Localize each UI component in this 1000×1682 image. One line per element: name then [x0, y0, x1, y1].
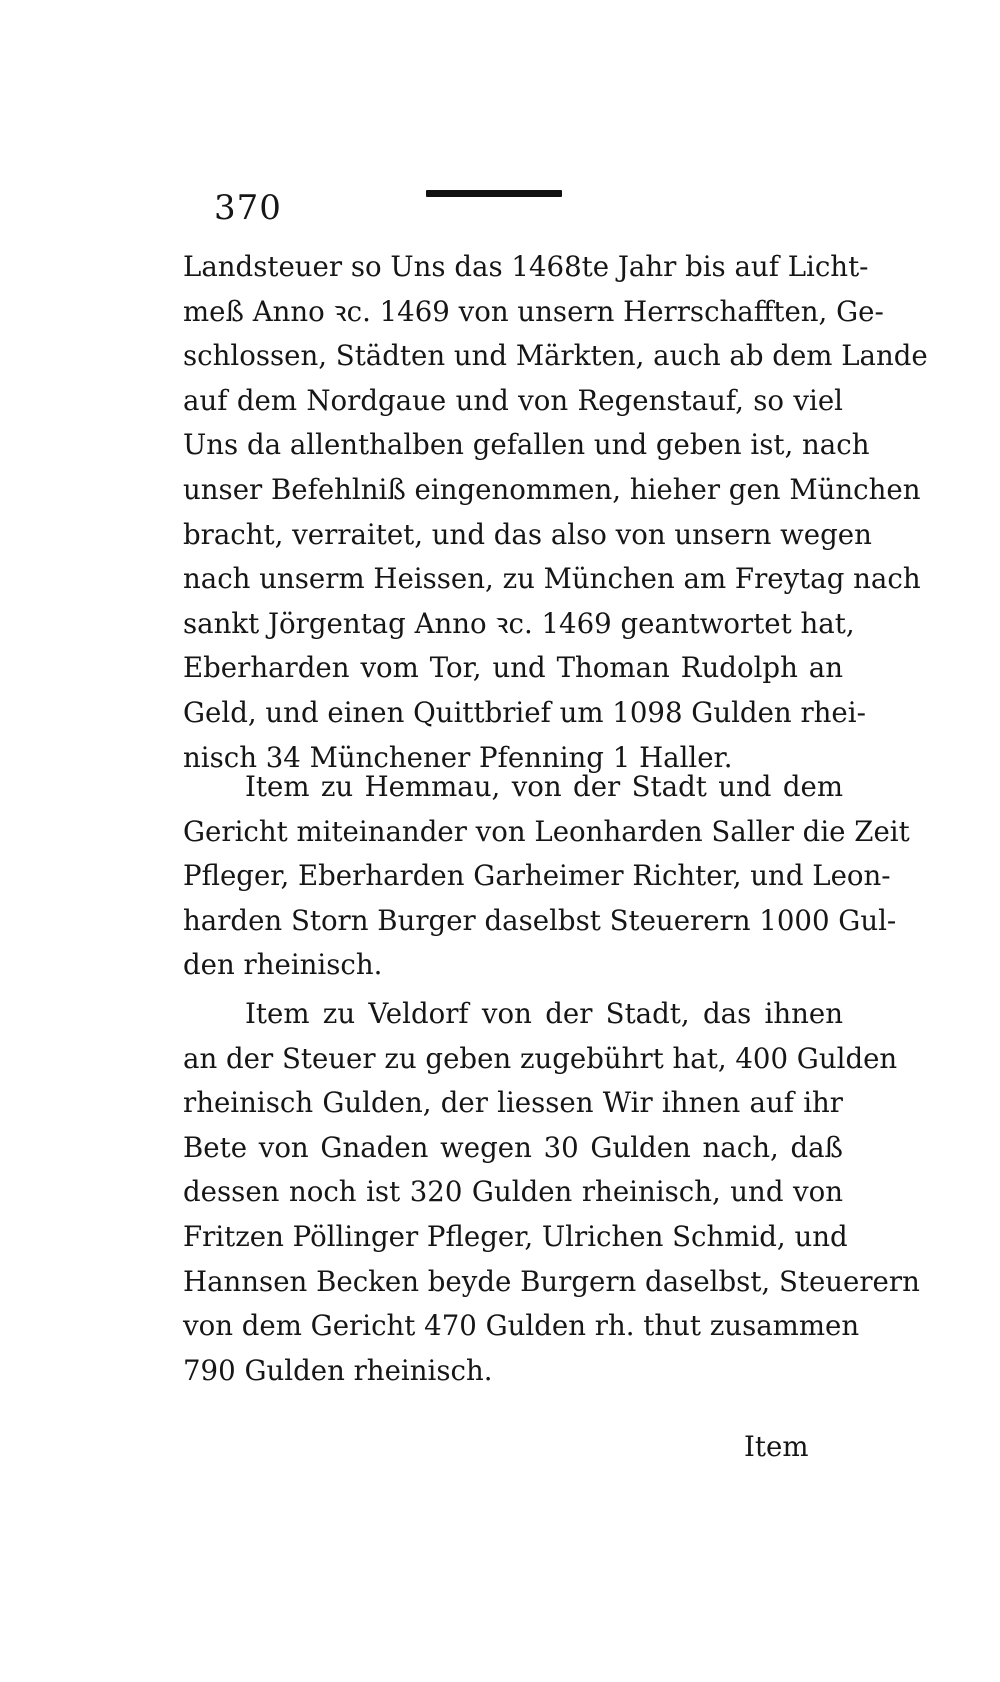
page-number: 370: [214, 188, 282, 228]
text-line: unser Befehlniß eingenommen, hieher gen München: [183, 472, 921, 506]
text-line: harden Storn Burger daselbst Steuerern 1000 Gul-: [183, 903, 897, 937]
paragraph-land-tax: [183, 245, 928, 780]
paragraph-hemmau: [183, 765, 910, 988]
text-line: Landsteuer so Uns das 1468te Jahr bis auf Licht-: [183, 250, 869, 283]
text-line: Geld, und einen Quittbrief um 1098 Gulden rhei-: [183, 695, 866, 729]
text-line: Eberharden vom Tor, und Thoman Rudolph an: [183, 651, 843, 685]
text-line: 790 Gulden rheinisch.: [183, 1353, 493, 1387]
text-line: Uns da allenthalben gefallen und geben ist, nach: [183, 428, 870, 462]
text-line: dessen noch ist 320 Gulden rheinisch, und von: [183, 1175, 843, 1209]
text-line: Fritzen Pöllinger Pfleger, Ulrichen Schmid, und: [183, 1219, 848, 1253]
text-line: meß Anno ꝛc. 1469 von unsern Herrschafften, Ge-: [183, 294, 884, 328]
paragraph-veldorf: [183, 992, 920, 1393]
text-line: nach unserm Heissen, zu München am Freytag nach: [183, 562, 921, 596]
text-line: auf dem Nordgaue und von Regenstauf, so viel: [183, 383, 843, 417]
text-line: nisch 34 Münchener Pfenning 1 Haller.: [183, 740, 733, 774]
text-line: Gericht miteinander von Leonharden Saller die Zeit: [183, 814, 910, 848]
text-line: rheinisch Gulden, der liessen Wir ihnen auf ihr: [183, 1086, 843, 1120]
text-line: Hannsen Becken beyde Burgern daselbst, Steuerern: [183, 1264, 920, 1298]
text-line: schlossen, Städten und Märkten, auch ab dem Lande: [183, 339, 928, 373]
catchword: Item: [744, 1430, 809, 1463]
text-line: von dem Gericht 470 Gulden rh. thut zusammen: [183, 1309, 860, 1343]
text-line: bracht, verraitet, und das also von unsern wegen: [183, 517, 872, 551]
header-rule: [426, 190, 562, 197]
text-line: sankt Jörgentag Anno ꝛc. 1469 geantwortet hat,: [183, 606, 855, 640]
text-line: Item zu Hemmau, von der Stadt und dem: [245, 770, 843, 803]
text-line: Bete von Gnaden wegen 30 Gulden nach, daß: [183, 1130, 843, 1164]
text-line: Pfleger, Eberharden Garheimer Richter, und Leon-: [183, 859, 891, 893]
text-line: an der Steuer zu geben zugebührt hat, 400 Gulden: [183, 1041, 898, 1075]
text-line: Item zu Veldorf von der Stadt, das ihnen: [245, 997, 843, 1030]
text-line: den rheinisch.: [183, 948, 383, 982]
